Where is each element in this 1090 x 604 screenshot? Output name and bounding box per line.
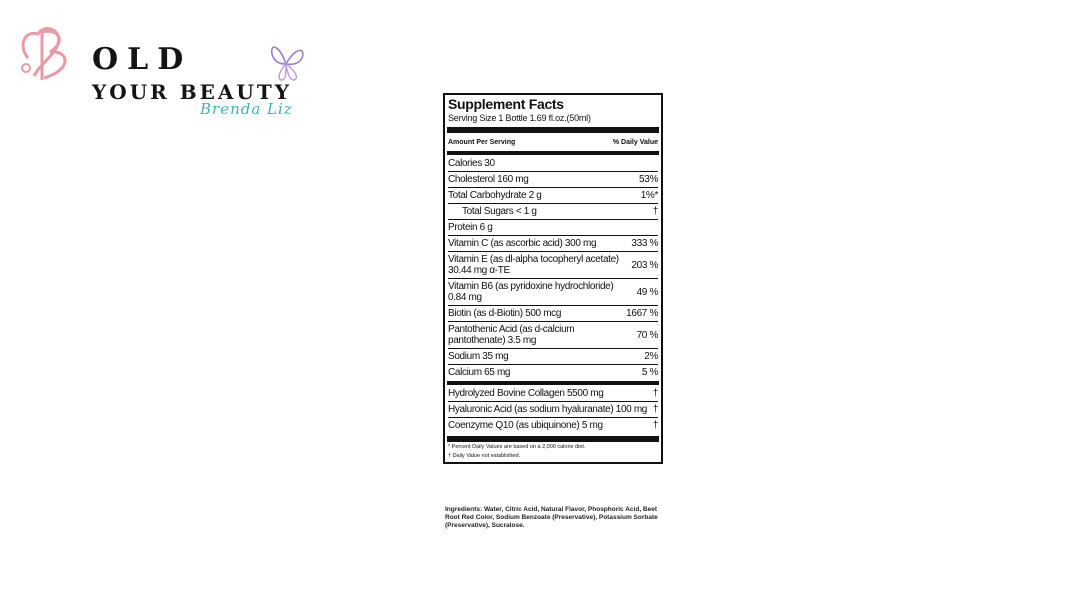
daily-value: 333 % — [631, 238, 658, 249]
logo-signature: Brenda Liz — [200, 100, 293, 118]
header-divider — [447, 151, 659, 155]
nutrient-name: Protein 6 g — [448, 222, 493, 233]
table-row — [448, 321, 658, 348]
daily-value: 5 % — [641, 367, 658, 378]
table-row — [448, 235, 658, 251]
amount-per-serving-label: Amount Per Serving — [448, 139, 516, 146]
nutrient-name: Pantothenic Acid (as d-calcium pantothenate) 3.5 mg — [448, 324, 575, 346]
daily-value: 1%* — [640, 190, 658, 201]
table-row — [448, 156, 658, 171]
logo-word-your-beauty: YOUR BEAUTY — [92, 80, 292, 104]
nutrient-name: Cholesterol 160 mg — [448, 174, 529, 185]
daily-value: † — [652, 206, 658, 217]
ingredients-list: Ingredients: Water, Citric Acid, Natural Flavor, Phosphoric Acid, Beet Root Red Color, Sodium Benzoate (Preservative), Potassium Sorbate (Preservative), Sucralose. — [445, 506, 658, 529]
nutrient-name: Vitamin B6 (as pyridoxine hydrochloride) 0.84 mg — [448, 281, 614, 303]
butterfly-icon — [266, 40, 308, 86]
daily-value: † — [652, 388, 658, 399]
daily-value: 70 % — [636, 329, 658, 341]
table-row — [448, 203, 658, 219]
daily-value: 2% — [644, 351, 658, 362]
nutrient-name: Total Carbohydrate 2 g — [448, 190, 542, 201]
nutrient-name: Hyaluronic Acid (as sodium hyaluranate) 100 mg — [448, 404, 648, 415]
daily-value-header: % Daily Value — [612, 139, 658, 146]
footnote-daily-values: * Percent Daily Values are based on a 2,000 calorie diet. — [448, 444, 586, 450]
bottom-divider — [447, 436, 659, 442]
nutrient-name: Biotin (as d-Biotin) 500 mcg — [448, 308, 562, 319]
footnote-not-established: † Daily Value not established. — [448, 452, 521, 459]
table-row — [448, 305, 658, 321]
serving-size: Serving Size 1 Bottle 1.69 fl.oz.(50ml) — [448, 113, 591, 123]
monogram-b-heart-icon — [14, 18, 86, 90]
table-row — [448, 278, 658, 305]
table-row — [448, 401, 658, 417]
table-row — [448, 251, 658, 278]
nutrient-rows — [448, 156, 658, 380]
nutrient-name: Vitamin C (as ascorbic acid) 300 mg — [448, 238, 597, 249]
nutrient-name: Hydrolyzed Bovine Collagen 5500 mg — [448, 388, 604, 399]
other-ingredient-rows — [448, 386, 658, 433]
daily-value: 49 % — [636, 286, 658, 298]
daily-value: 203 % — [631, 259, 658, 271]
amount-header-row — [448, 135, 658, 150]
table-row — [448, 171, 658, 187]
supplement-facts-label — [443, 93, 663, 464]
nutrient-name: Calcium 65 mg — [448, 367, 511, 378]
table-row — [448, 386, 658, 401]
table-row — [448, 219, 658, 235]
nutrient-name: Vitamin E (as dl-alpha tocopheryl acetate) 30.44 mg α-TE — [448, 254, 619, 276]
section-divider — [447, 381, 659, 385]
daily-value: † — [652, 420, 658, 431]
brand-logo — [14, 18, 314, 133]
nutrient-name: Sodium 35 mg — [448, 351, 509, 362]
nutrient-name: Calories 30 — [448, 158, 495, 169]
facts-title: Supplement Facts — [448, 96, 564, 112]
table-row — [448, 348, 658, 364]
logo-word-old: OLD — [92, 42, 193, 77]
nutrient-name: Coenzyme Q10 (as ubiquinone) 5 mg — [448, 420, 603, 431]
table-row — [448, 417, 658, 433]
daily-value: 1667 % — [626, 308, 658, 319]
thick-divider — [447, 127, 659, 133]
daily-value: 53% — [639, 174, 658, 185]
nutrient-name: Total Sugars < 1 g — [462, 206, 537, 217]
daily-value: † — [652, 404, 658, 415]
table-row — [448, 364, 658, 380]
table-row — [448, 187, 658, 203]
